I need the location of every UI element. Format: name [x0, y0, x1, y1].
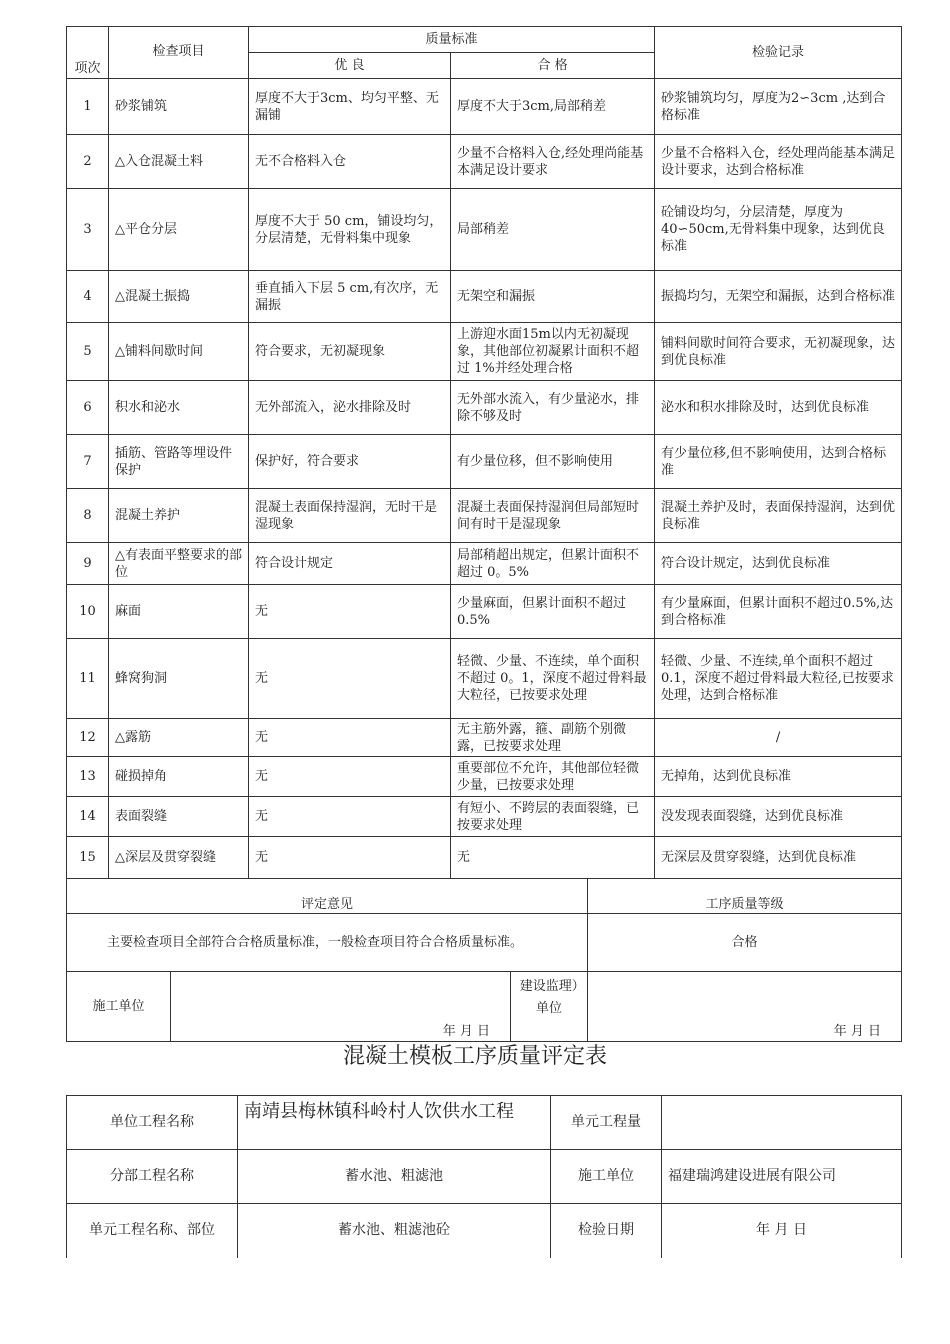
contractor-sign-label: 施工单位	[67, 971, 171, 1041]
row-no: 1	[67, 79, 109, 135]
row-no: 8	[67, 489, 109, 543]
row-no: 11	[67, 639, 109, 719]
row-qualified: 无外部水流入，有少量泌水，排除不够及时	[451, 381, 655, 435]
row-no: 4	[67, 271, 109, 323]
table-row	[67, 639, 902, 719]
row-record: 砂浆铺筑均匀，厚度为2∽3cm ,达到合格标准	[655, 79, 902, 135]
contractor-sign-area	[171, 971, 511, 1041]
grade-value: 合格	[588, 913, 902, 971]
row-excellent: 保护好，符合要求	[249, 435, 451, 489]
row-qualified: 无主筋外露，箍、副筋个别微露，已按要求处理	[451, 719, 655, 757]
row-qualified: 无	[451, 837, 655, 879]
row-qualified: 有短小、不跨层的表面裂缝，已按要求处理	[451, 797, 655, 837]
opinion-text: 主要检查项目全部符合合格质量标准，一般检查项目符合合格质量标准。	[67, 913, 588, 971]
unit-qty-label: 单元工程量	[551, 1096, 662, 1150]
row-excellent: 符合设计规定	[249, 543, 451, 585]
row-excellent: 无不合格料入仓	[249, 135, 451, 189]
table-row	[67, 381, 902, 435]
table-row	[67, 797, 902, 837]
row-item: 积水和泌水	[109, 381, 249, 435]
row-record: 少量不合格料入仓，经处理尚能基本满足设计要求，达到合格标准	[655, 135, 902, 189]
contractor-name: 福建瑞鸿建设进展有限公司	[662, 1150, 902, 1204]
row-record: 没发现表面裂缝，达到优良标准	[655, 797, 902, 837]
supervisor-sign-date: 年 月 日	[833, 1023, 882, 1039]
table-row	[67, 79, 902, 135]
row-item: 碰损掉角	[109, 757, 249, 797]
unit-project-label: 单位工程名称	[67, 1096, 238, 1150]
unit-qty-value	[662, 1096, 902, 1150]
table-row	[67, 435, 902, 489]
row-no: 6	[67, 381, 109, 435]
row-qualified: 无架空和漏振	[451, 271, 655, 323]
row-excellent: 符合要求，无初凝现象	[249, 323, 451, 381]
row-item: 麻面	[109, 585, 249, 639]
evaluation-table	[66, 879, 902, 1042]
sub-project-label: 分部工程名称	[67, 1150, 238, 1204]
inspect-date-value: 年 月 日	[662, 1204, 902, 1258]
row-record: 铺料间歇时间符合要求，无初凝现象，达到优良标准	[655, 323, 902, 381]
unit-info-table	[66, 1095, 902, 1258]
row-excellent: 无	[249, 757, 451, 797]
row-item: △有表面平整要求的部位	[109, 543, 249, 585]
row-qualified: 局部稍差	[451, 189, 655, 271]
row-item: △混凝土振捣	[109, 271, 249, 323]
table-row	[67, 489, 902, 543]
table-row	[67, 189, 902, 271]
row-record: 混凝土养护及时，表面保持湿润，达到优良标准	[655, 489, 902, 543]
row-qualified: 少量不合格料入仓,经处理尚能基本满足设计要求	[451, 135, 655, 189]
row-record: 符合设计规定，达到优良标准	[655, 543, 902, 585]
grade-label: 工序质量等级	[588, 879, 902, 913]
table-row	[67, 837, 902, 879]
row-no: 2	[67, 135, 109, 189]
row-no: 3	[67, 189, 109, 271]
row-no: 10	[67, 585, 109, 639]
form-title: 混凝土模板工序质量评定表	[342, 1044, 607, 1069]
contractor-label: 施工单位	[551, 1150, 662, 1204]
row-item: 混凝土养护	[109, 489, 249, 543]
row-no: 5	[67, 323, 109, 381]
supervisor-sign-label: 建设监理）单位	[511, 971, 588, 1041]
row-item: 插筋、管路等埋设件保护	[109, 435, 249, 489]
row-qualified: 局部稍超出规定，但累计面积不超过 0。5%	[451, 543, 655, 585]
contractor-sign-date: 年 月 日	[442, 1023, 490, 1039]
header-excellent: 优 良	[249, 53, 451, 79]
row-no: 9	[67, 543, 109, 585]
row-excellent: 无外部流入，泌水排除及时	[249, 381, 451, 435]
row-qualified: 厚度不大于3cm,局部稍差	[451, 79, 655, 135]
row-item: 表面裂缝	[109, 797, 249, 837]
row-excellent: 无	[249, 639, 451, 719]
table-row	[67, 271, 902, 323]
element-label: 单元工程名称、部位	[67, 1204, 238, 1258]
row-qualified: 上游迎水面15m以内无初凝现象，其他部位初凝累计面积不超过 1%并经处理合格	[451, 323, 655, 381]
row-excellent: 无	[249, 837, 451, 879]
row-item: △铺料间歇时间	[109, 323, 249, 381]
opinion-label: 评定意见	[67, 879, 588, 913]
supervisor-sign-area	[588, 971, 902, 1041]
row-record: 无掉角，达到优良标准	[655, 757, 902, 797]
row-no: 13	[67, 757, 109, 797]
row-record: 泌水和积水排除及时，达到优良标准	[655, 381, 902, 435]
row-item: △深层及贯穿裂缝	[109, 837, 249, 879]
row-item: 蜂窝狗洞	[109, 639, 249, 719]
row-qualified: 轻微、少量、不连续，单个面积不超过 0。1，深度不超过骨料最大粒径，已按要求处理	[451, 639, 655, 719]
header-item-no: 项次	[67, 27, 109, 79]
row-excellent: 混凝土表面保持湿润，无时干是湿现象	[249, 489, 451, 543]
unit-project-name: 南靖县梅林镇科岭村人饮供水工程	[238, 1096, 551, 1150]
row-no: 7	[67, 435, 109, 489]
row-item: △入仓混凝土料	[109, 135, 249, 189]
header-quality-standard: 质量标准	[249, 27, 655, 53]
table-row	[67, 585, 902, 639]
row-item: △露筋	[109, 719, 249, 757]
row-item: 砂浆铺筑	[109, 79, 249, 135]
row-excellent: 厚度不大于 50 cm，铺设均匀，分层清楚，无骨料集中现象	[249, 189, 451, 271]
header-inspection-item: 检查项目	[109, 27, 249, 79]
header-inspection-record: 检验记录	[655, 27, 902, 79]
row-excellent: 垂直插入下层 5 cm,有次序，无漏振	[249, 271, 451, 323]
row-excellent: 厚度不大于3cm、均匀平整、无漏铺	[249, 79, 451, 135]
row-record: 有少量位移,但不影响使用，达到合格标准	[655, 435, 902, 489]
inspect-date-label: 检验日期	[551, 1204, 662, 1258]
row-excellent: 无	[249, 585, 451, 639]
table-row	[67, 757, 902, 797]
element-name: 蓄水池、粗滤池砼	[238, 1204, 551, 1258]
sub-project-name: 蓄水池、粗滤池	[238, 1150, 551, 1204]
row-excellent: 无	[249, 797, 451, 837]
row-record: 振捣均匀，无架空和漏振，达到合格标准	[655, 271, 902, 323]
row-item: △平仓分层	[109, 189, 249, 271]
row-no: 15	[67, 837, 109, 879]
table-row	[67, 719, 902, 757]
row-record: /	[655, 719, 902, 757]
row-qualified: 重要部位不允许，其他部位轻微少量，已按要求处理	[451, 757, 655, 797]
table-row	[67, 135, 902, 189]
row-no: 12	[67, 719, 109, 757]
row-record: 无深层及贯穿裂缝，达到优良标准	[655, 837, 902, 879]
row-qualified: 有少量位移，但不影响使用	[451, 435, 655, 489]
row-qualified: 少量麻面，但累计面积不超过 0.5%	[451, 585, 655, 639]
row-qualified: 混凝土表面保持湿润但局部短时间有时干是湿现象	[451, 489, 655, 543]
row-excellent: 无	[249, 719, 451, 757]
row-no: 14	[67, 797, 109, 837]
row-record: 轻微、少量、不连续,单个面积不超过 0.1，深度不超过骨料最大粒径,已按要求处理，达到合格标准	[655, 639, 902, 719]
quality-inspection-table	[66, 26, 902, 879]
table-row	[67, 323, 902, 381]
table-row	[67, 543, 902, 585]
row-record: 砼铺设均匀，分层清楚，厚度为40∽50cm,无骨料集中现象，达到优良标准	[655, 189, 902, 271]
header-qualified: 合 格	[451, 53, 655, 79]
row-record: 有少量麻面，但累计面积不超过0.5%,达到合格标准	[655, 585, 902, 639]
